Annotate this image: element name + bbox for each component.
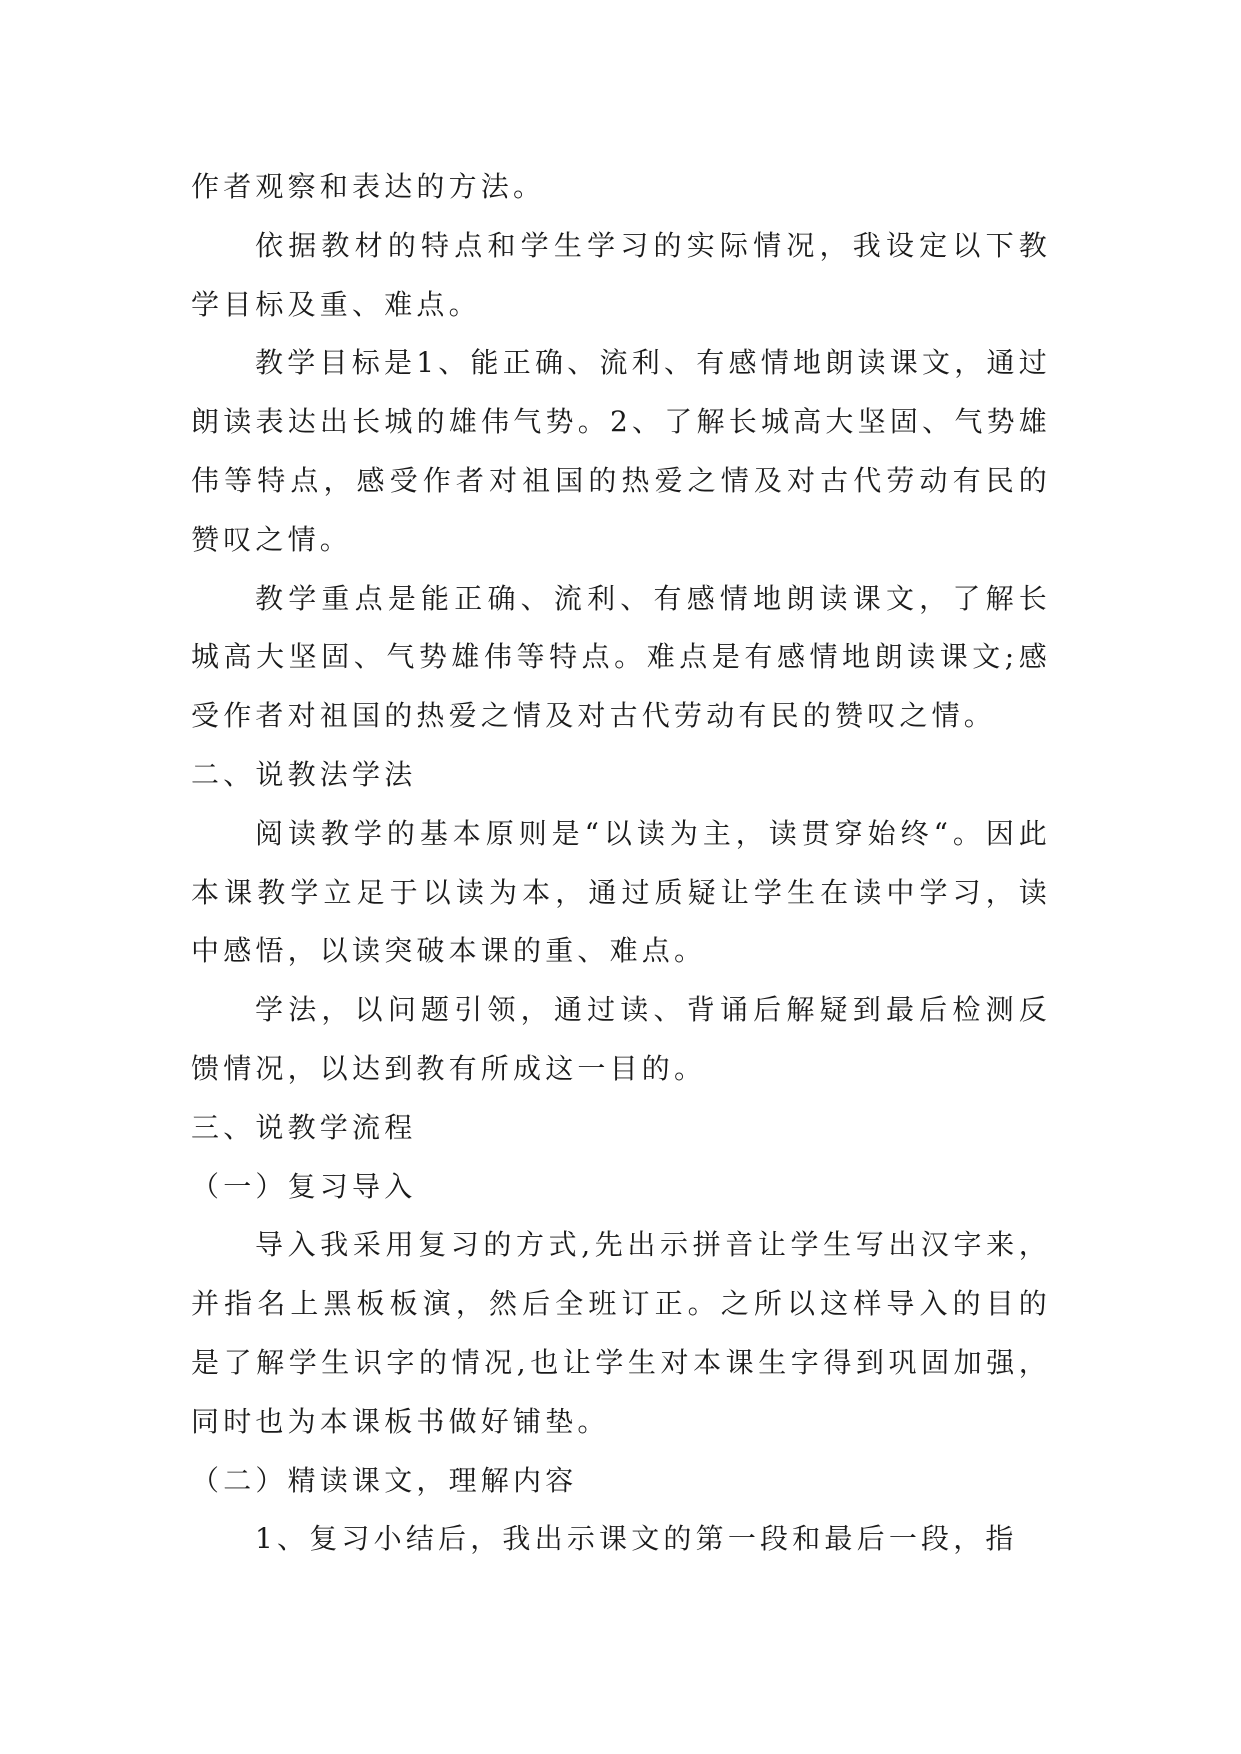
subheading-close-reading: （二）精读课文，理解内容	[191, 1463, 578, 1497]
section-heading-methods: 二、说教法学法	[191, 757, 417, 791]
section-heading-process: 三、说教学流程	[191, 1110, 417, 1144]
paragraph-learning-method: 学法，以问题引领，通过读、背诵后解疑到最后检测反馈情况，以达到教有所成这一目的。	[191, 993, 1051, 1085]
paragraph-continuation: 作者观察和表达的方法。	[191, 170, 546, 203]
paragraph-step-one: 1、复习小结后，我出示课文的第一段和最后一段，指	[255, 1522, 1018, 1556]
subheading-review-intro: （一）复习导入	[191, 1169, 417, 1203]
paragraph-intro-method: 导入我采用复习的方式,先出示拼音让学生写出汉字来，并指名上黑板板演，然后全班订正。之所以这样导入的目的是了解学生识字的情况,也让学生对本课生字得到巩固加强，同时也为本课板书做好铺垫。	[191, 1228, 1051, 1438]
document-body	[191, 158, 1051, 1569]
paragraph-teaching-goals: 教学目标是1、能正确、流利、有感情地朗读课文，通过朗读表达出长城的雄伟气势。2、了解长城高大坚固、气势雄伟等特点，感受作者对祖国的热爱之情及对古代劳动有民的赞叹之情。	[191, 346, 1051, 556]
paragraph-reading-principle: 阅读教学的基本原则是“以读为主，读贯穿始终“。因此本课教学立足于以读为本，通过质疑让学生在读中学习，读中感悟，以读突破本课的重、难点。	[191, 816, 1051, 968]
paragraph-key-points: 教学重点是能正确、流利、有感情地朗读课文，了解长城高大坚固、气势雄伟等特点。难点是有感情地朗读课文;感受作者对祖国的热爱之情及对古代劳动有民的赞叹之情。	[191, 581, 1051, 733]
paragraph-teaching-basis: 依据教材的特点和学生学习的实际情况，我设定以下教学目标及重、难点。	[191, 228, 1051, 321]
